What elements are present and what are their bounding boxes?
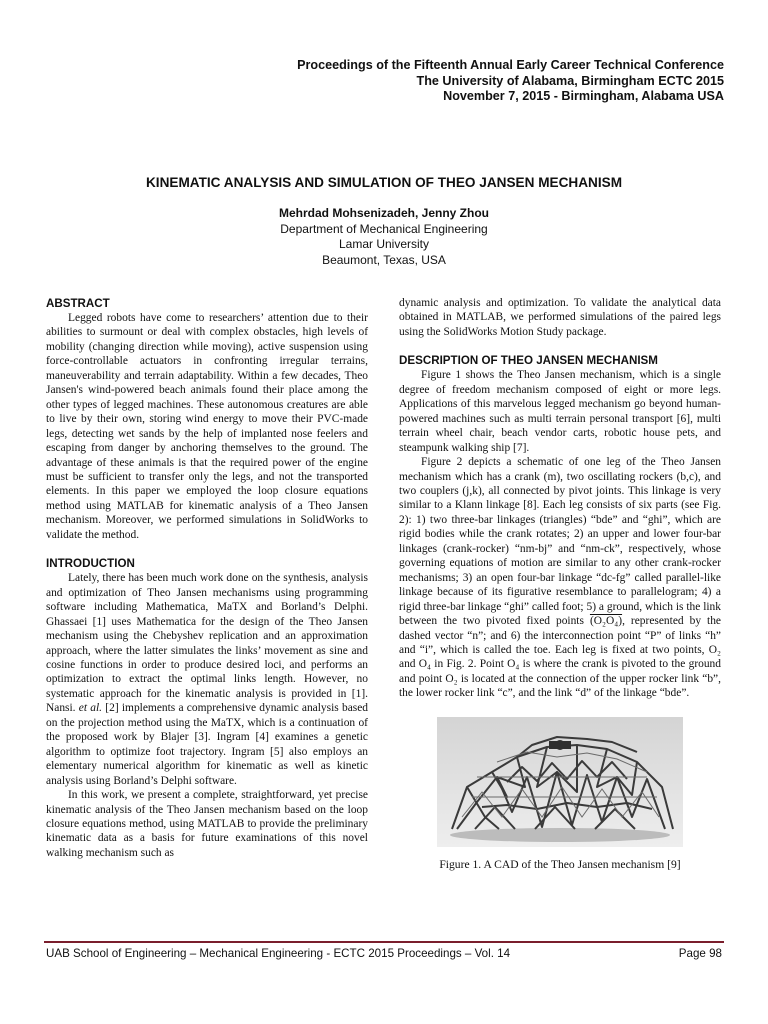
cad-figure-image: [437, 717, 683, 847]
right-column: [399, 296, 721, 872]
footer-rule: [44, 941, 724, 943]
conference-header: [297, 58, 724, 105]
author-location: Beaumont, Texas, USA: [322, 252, 446, 267]
conference-line-1: Proceedings of the Fifteenth Annual Early Career Technical Conference: [297, 58, 724, 72]
theo-jansen-cad-render: [437, 717, 683, 847]
page-footer: [46, 947, 722, 960]
author-block: [0, 206, 768, 268]
description-paragraph-2: [399, 455, 721, 701]
conference-line-3: November 7, 2015 - Birmingham, Alabama USA: [443, 89, 724, 103]
intro-p1-text: Lately, there has been much work done on the synthesis, analysis and optimization of Theo Jansen mechanisms using programming software including Mathematica, MaTX and Borland’s Delphi. Ghassaei [1] uses Mathematica for the design of the Theo Jansen mechanism using the Chebyshev replication and an approximation approach, where the latter simulates the links’ movement as sine and cosine functions in order to produce desired loci, and performs an optimization to extract the optimal links length. However, no systematic approach for the kinematic analysis is provided in [1]. Nansi.: [46, 572, 368, 715]
desc-p2-text: Figure 2 depicts a schematic of one leg of the Theo Jansen mechanism which has a crank (m), two oscillating rockers (b,c), and two couplers (j,k), all connected by pivot joints. This linkage is very similar to a Klann linkage [8]. Each leg consists of six parts (see Fig. 2): 1) two three-bar linkages (triangles) “bde” and “ghi”, which are rigid bodies while the crank rotates; 2) an upper and lower four-bar linkages (crank-rocker) “nm-bj” and “nm-ck”, respectively, whose governing equations of motion are similar to any other crank-rocker mechanisms; 3) an open four-bar linkage “dc-fg” called parallel-like linkage because of its figurative resemblance to parallelogram; 4) a rigid three-bar linkage “ghi” called foot; 5) a ground, which is the link between the two pivoted fixed points: [399, 456, 721, 628]
introduction-heading: INTRODUCTION: [46, 557, 135, 571]
author-names: Mehrdad Mohsenizadeh, Jenny Zhou: [278, 206, 490, 220]
intro-p1-rest: [2] implements a comprehensive dynamic analysis based on the projection method using the MaTX, which is a continuation of the proposed work by Blajer [3]. Ingram [4] examines a genetic algorithm to optimize foot trajectory. Ingram [5] also employs an elementary numerical algorithm for kinematic as well as kinetic analysis using Borland’s Delphi software.: [46, 702, 369, 787]
page-number: Page 98: [678, 947, 722, 960]
abstract-heading: ABSTRACT: [46, 297, 110, 310]
left-column: [46, 296, 368, 860]
vector-o2o4: (O₂O₄): [589, 615, 623, 628]
desc-p2-rest: , represented by the dashed vector “n”; and 6) the interconnection point “P” of links “h” and “i”, which is called the toe. Each leg is fixed at two points, O₂ and O₄ in Fig. 2. Point O₄ is where the crank is pivoted to the ground and point O₂ is located at the connection of the upper rocker link “b”, the lower rocker link “c”, and the link “d” of the linkage “bde”.: [399, 615, 721, 700]
introduction-paragraph-1: [46, 571, 368, 788]
author-university: Lamar University: [338, 237, 430, 251]
intro-p1-italic: et al.: [78, 702, 103, 715]
description-paragraph-1: Figure 1 shows the Theo Jansen mechanism, which is a single degree of freedom mechanism composed of eight or more legs. Applications of this marvelous legged mechanism go beyond human-powered machines such as multi terrain personal transport [6], multi terrain wheel chair, beach vendor carts, robotic house pets, and steampunk walking ship [7].: [399, 369, 721, 454]
author-department: Department of Mechanical Engineering: [280, 221, 488, 236]
figure-1-caption: Figure 1. A CAD of the Theo Jansen mechanism [9]: [439, 857, 681, 871]
footer-proceedings: UAB School of Engineering – Mechanical Engineering - ECTC 2015 Proceedings – Vol. 14: [46, 947, 511, 960]
abstract-text: Legged robots have come to researchers’ attention due to their abilities to surmount or deal with complex obstacles, high levels of mobility (changing direction while moving), active suspension using force-controllable actuators in confronting irregular terrains, maneuverability and terrain adaptability. Within a few decades, Theo Jansen's wind-powered beach animals found their place among the other types of legged machines. These autonomous creatures are able to live by their own, storing wind energy to move their PVC-made legs, detecting wet sands by the help of implanted nose feelers and escaping from danger by anchoring themselves to the ground. The advantage of these animals is that the required power of the engine must be sufficient to transfer only the legs, and not the transported elements. In this paper we employed the loop closure equations method using MATLAB for kinematic analysis of a Theo Jansen mechanism. Moreover, we performed simulations in SolidWorks to validate the method.: [46, 312, 368, 541]
introduction-paragraph-2: In this work, we present a complete, straightforward, yet precise kinematic analysis of the Theo Jansen mechanism based on the loop closure equations method, using MATLAB to provide the preliminary kinematic data as a basis for future examinations of this novel walking mechanism such as: [46, 789, 368, 859]
paper-title: KINEMATIC ANALYSIS AND SIMULATION OF THEO JANSEN MECHANISM: [145, 175, 623, 190]
description-heading: DESCRIPTION OF THEO JANSEN MECHANISM: [399, 354, 658, 368]
conference-line-2: The University of Alabama, Birmingham ECTC 2015: [416, 73, 724, 88]
continuation-paragraph: dynamic analysis and optimization. To validate the analytical data obtained in MATLAB, we performed simulations of the paired legs using the SolidWorks Motion Study package.: [399, 297, 721, 338]
